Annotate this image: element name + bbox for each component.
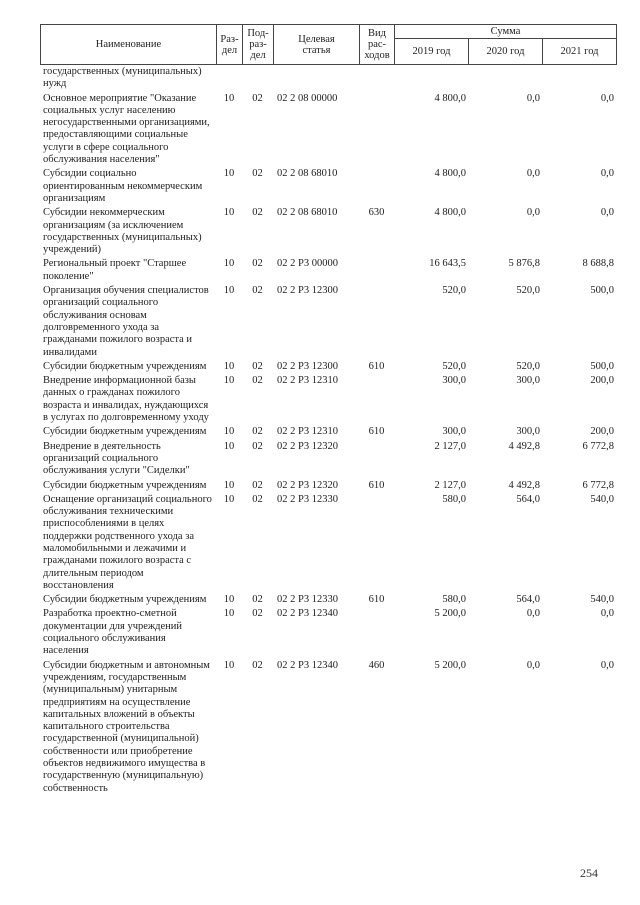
row-razdel: 10: [223, 479, 235, 491]
row-vid-rashodov: [359, 283, 394, 359]
row-sum-2020: 4 492,8: [508, 440, 540, 452]
row-sum-2019: 580,0: [442, 594, 466, 606]
row-podrazdel: 02: [252, 375, 263, 387]
header-podrazdel: Под- раз- дел: [243, 25, 274, 65]
row-name: Субсидии социально ориентированным некоммерческим организациям: [43, 168, 203, 204]
row-name: Организация обучения специалистов организаций социального обслуживания основам долговременного ухода за гражданами пожилого возраста и инвалидами: [43, 285, 209, 358]
table-row: [40, 606, 616, 657]
table-row: [40, 592, 616, 606]
row-sum-2020: 520,0: [516, 360, 540, 372]
row-sum-2019: 580,0: [442, 493, 466, 505]
row-sum-2020: 0,0: [526, 168, 540, 180]
row-sum-2021: 0,0: [600, 207, 614, 219]
header-razdel: Раз- дел: [217, 25, 243, 65]
row-vid-rashodov: [359, 166, 394, 205]
row-podrazdel: 02: [252, 493, 263, 505]
row-vid-rashodov: 610: [368, 594, 385, 606]
row-sum-2021: 6 772,8: [582, 440, 614, 452]
row-podrazdel: 02: [252, 360, 263, 372]
header-year-2021: 2021 год: [543, 39, 617, 65]
row-sum-2019: 16 643,5: [429, 258, 466, 270]
header-summa: Сумма: [395, 25, 617, 39]
row-name: Оснащение организаций социального обслуживания техническими приспособлениями в целях поддержки родственного ухода за маломобильными и лежачими и гражданами пожилого возраста с длительным периодом восстановления: [43, 493, 212, 591]
row-sum-2021: 200,0: [590, 375, 614, 387]
row-sum-2021: 0,0: [600, 92, 614, 104]
row-name: государственных (муниципальных) нужд: [43, 66, 202, 90]
row-sum-2019: 4 800,0: [434, 92, 466, 104]
row-razdel: 10: [223, 360, 235, 372]
row-sum-2020: 300,0: [516, 375, 540, 387]
row-vid-rashodov: [359, 439, 394, 478]
row-name: Субсидии бюджетным учреждениям: [43, 360, 207, 372]
page-number: 254: [580, 866, 598, 880]
table-header: [40, 24, 617, 65]
row-sum-2019: [394, 66, 468, 91]
header-year-2019: 2019 год: [395, 39, 469, 65]
row-podrazdel: [242, 66, 273, 91]
table-row: [40, 256, 616, 283]
row-name: Основное мероприятие "Оказание социальных услуг населению негосударственными организациями, предоставляющими социальные услуги в сфере социального обслуживания населения": [43, 92, 210, 166]
table-row: [40, 492, 616, 592]
row-tselevaya-statya: 02 2 P3 12320: [277, 440, 338, 452]
row-podrazdel: 02: [252, 168, 263, 180]
row-tselevaya-statya: 02 2 P3 12340: [277, 608, 338, 620]
table-row: [40, 283, 616, 359]
row-sum-2020: 564,0: [516, 594, 540, 606]
table-row: [40, 373, 616, 424]
row-tselevaya-statya: 02 2 P3 12330: [277, 493, 338, 505]
row-vid-rashodov: [359, 66, 394, 91]
row-razdel: 10: [223, 493, 235, 505]
row-vid-rashodov: 630: [368, 207, 385, 219]
row-tselevaya-statya: 02 2 P3 12320: [277, 479, 338, 491]
row-vid-rashodov: 610: [368, 479, 385, 491]
header-year-2020: 2020 год: [469, 39, 543, 65]
row-tselevaya-statya: 02 2 P3 12310: [277, 375, 338, 387]
table-row: [40, 478, 616, 492]
row-vid-rashodov: [359, 91, 394, 167]
row-tselevaya-statya: 02 2 P3 12340: [277, 659, 338, 671]
row-name: Разработка проектно-сметной документации для учреждений социального обслуживания населения: [43, 608, 183, 657]
row-razdel: 10: [223, 168, 235, 180]
row-tselevaya-statya: 02 2 08 68010: [277, 168, 338, 180]
row-sum-2020: 0,0: [526, 207, 540, 219]
header-name: Наименование: [41, 25, 217, 65]
row-razdel: 10: [223, 375, 235, 387]
row-razdel: 10: [223, 258, 235, 270]
row-sum-2019: 4 800,0: [434, 168, 466, 180]
row-sum-2021: 540,0: [590, 493, 614, 505]
row-sum-2020: 0,0: [526, 659, 540, 671]
table-row: [40, 658, 616, 795]
table-row: [40, 359, 616, 373]
row-podrazdel: 02: [252, 608, 263, 620]
row-tselevaya-statya: 02 2 P3 12330: [277, 594, 338, 606]
table-row: [40, 205, 616, 256]
row-name: Внедрение информационной базы данных о гражданах пожилого возраста и инвалидах, нуждающихся в услугах по долговременному уходу: [43, 375, 209, 424]
row-razdel: [216, 66, 242, 91]
row-podrazdel: 02: [252, 426, 263, 438]
table-body: [40, 66, 616, 795]
table-row: [40, 439, 616, 478]
table-row: [40, 166, 616, 205]
table-row: [40, 66, 616, 91]
row-sum-2021: 0,0: [600, 659, 614, 671]
row-razdel: 10: [223, 92, 235, 104]
row-sum-2021: [542, 66, 616, 91]
row-podrazdel: 02: [252, 258, 263, 270]
row-sum-2019: 5 200,0: [434, 659, 466, 671]
row-name: Субсидии бюджетным учреждениям: [43, 426, 207, 438]
row-sum-2021: 500,0: [590, 360, 614, 372]
row-podrazdel: 02: [252, 207, 263, 219]
row-name: Региональный проект "Старшее поколение": [43, 258, 187, 282]
row-vid-rashodov: 610: [368, 360, 385, 372]
row-tselevaya-statya: 02 2 08 68010: [277, 207, 338, 219]
row-sum-2019: 4 800,0: [434, 207, 466, 219]
row-sum-2020: [468, 66, 542, 91]
row-sum-2019: 5 200,0: [434, 608, 466, 620]
header-tselevaya-statya: Целевая статья: [274, 25, 360, 65]
table-row: [40, 91, 616, 167]
row-sum-2020: 300,0: [516, 426, 540, 438]
row-name: Субсидии бюджетным учреждениям: [43, 479, 207, 491]
header-vid-rashodov: Вид рас- ходов: [360, 25, 395, 65]
row-tselevaya-statya: 02 2 08 00000: [277, 92, 338, 104]
row-sum-2021: 0,0: [600, 608, 614, 620]
row-razdel: 10: [223, 608, 235, 620]
row-sum-2020: 0,0: [526, 608, 540, 620]
row-name: Субсидии некоммерческим организациям (за исключением государственных (муниципальных) учреждений): [43, 207, 202, 256]
row-sum-2021: 200,0: [590, 426, 614, 438]
row-razdel: 10: [223, 659, 235, 671]
row-sum-2021: 8 688,8: [582, 258, 614, 270]
row-razdel: 10: [223, 285, 235, 297]
row-razdel: 10: [223, 426, 235, 438]
row-sum-2019: 520,0: [442, 285, 466, 297]
row-sum-2020: 5 876,8: [508, 258, 540, 270]
row-sum-2021: 6 772,8: [582, 479, 614, 491]
row-name: Субсидии бюджетным учреждениям: [43, 594, 207, 606]
row-sum-2021: 0,0: [600, 168, 614, 180]
row-tselevaya-statya: 02 2 P3 12310: [277, 426, 338, 438]
row-podrazdel: 02: [252, 440, 263, 452]
row-sum-2019: 300,0: [442, 426, 466, 438]
row-name: Субсидии бюджетным и автономным учреждениям, государственным (муниципальным) унитарным предприятиям на осуществление капитальных вложений в объекты капитального строительства государственной (муниципальной) собственности или приобретение объектов недвижимого имущества в государственную (муниципальную) собственность: [43, 659, 210, 794]
row-vid-rashodov: [359, 373, 394, 424]
row-vid-rashodov: 610: [368, 426, 385, 438]
row-vid-rashodov: 460: [368, 659, 385, 671]
row-sum-2019: 2 127,0: [434, 440, 466, 452]
row-podrazdel: 02: [252, 479, 263, 491]
row-razdel: 10: [223, 440, 235, 452]
row-vid-rashodov: [359, 492, 394, 592]
row-podrazdel: 02: [252, 594, 263, 606]
row-tselevaya-statya: 02 2 P3 12300: [277, 285, 338, 297]
table-row: [40, 424, 616, 438]
row-sum-2021: 500,0: [590, 285, 614, 297]
row-sum-2019: 300,0: [442, 375, 466, 387]
row-sum-2020: 4 492,8: [508, 479, 540, 491]
row-vid-rashodov: [359, 256, 394, 283]
row-vid-rashodov: [359, 606, 394, 657]
row-sum-2019: 2 127,0: [434, 479, 466, 491]
row-razdel: 10: [223, 207, 235, 219]
row-tselevaya-statya: 02 2 P3 00000: [277, 258, 338, 270]
row-sum-2019: 520,0: [442, 360, 466, 372]
row-sum-2020: 520,0: [516, 285, 540, 297]
row-razdel: 10: [223, 594, 235, 606]
row-tselevaya-statya: [273, 66, 359, 91]
row-sum-2020: 0,0: [526, 92, 540, 104]
row-podrazdel: 02: [252, 285, 263, 297]
row-sum-2020: 564,0: [516, 493, 540, 505]
row-podrazdel: 02: [252, 92, 263, 104]
row-tselevaya-statya: 02 2 P3 12300: [277, 360, 338, 372]
row-name: Внедрение в деятельность организаций социального обслуживания услуги "Сиделки": [43, 440, 190, 477]
row-podrazdel: 02: [252, 659, 263, 671]
row-sum-2021: 540,0: [590, 594, 614, 606]
